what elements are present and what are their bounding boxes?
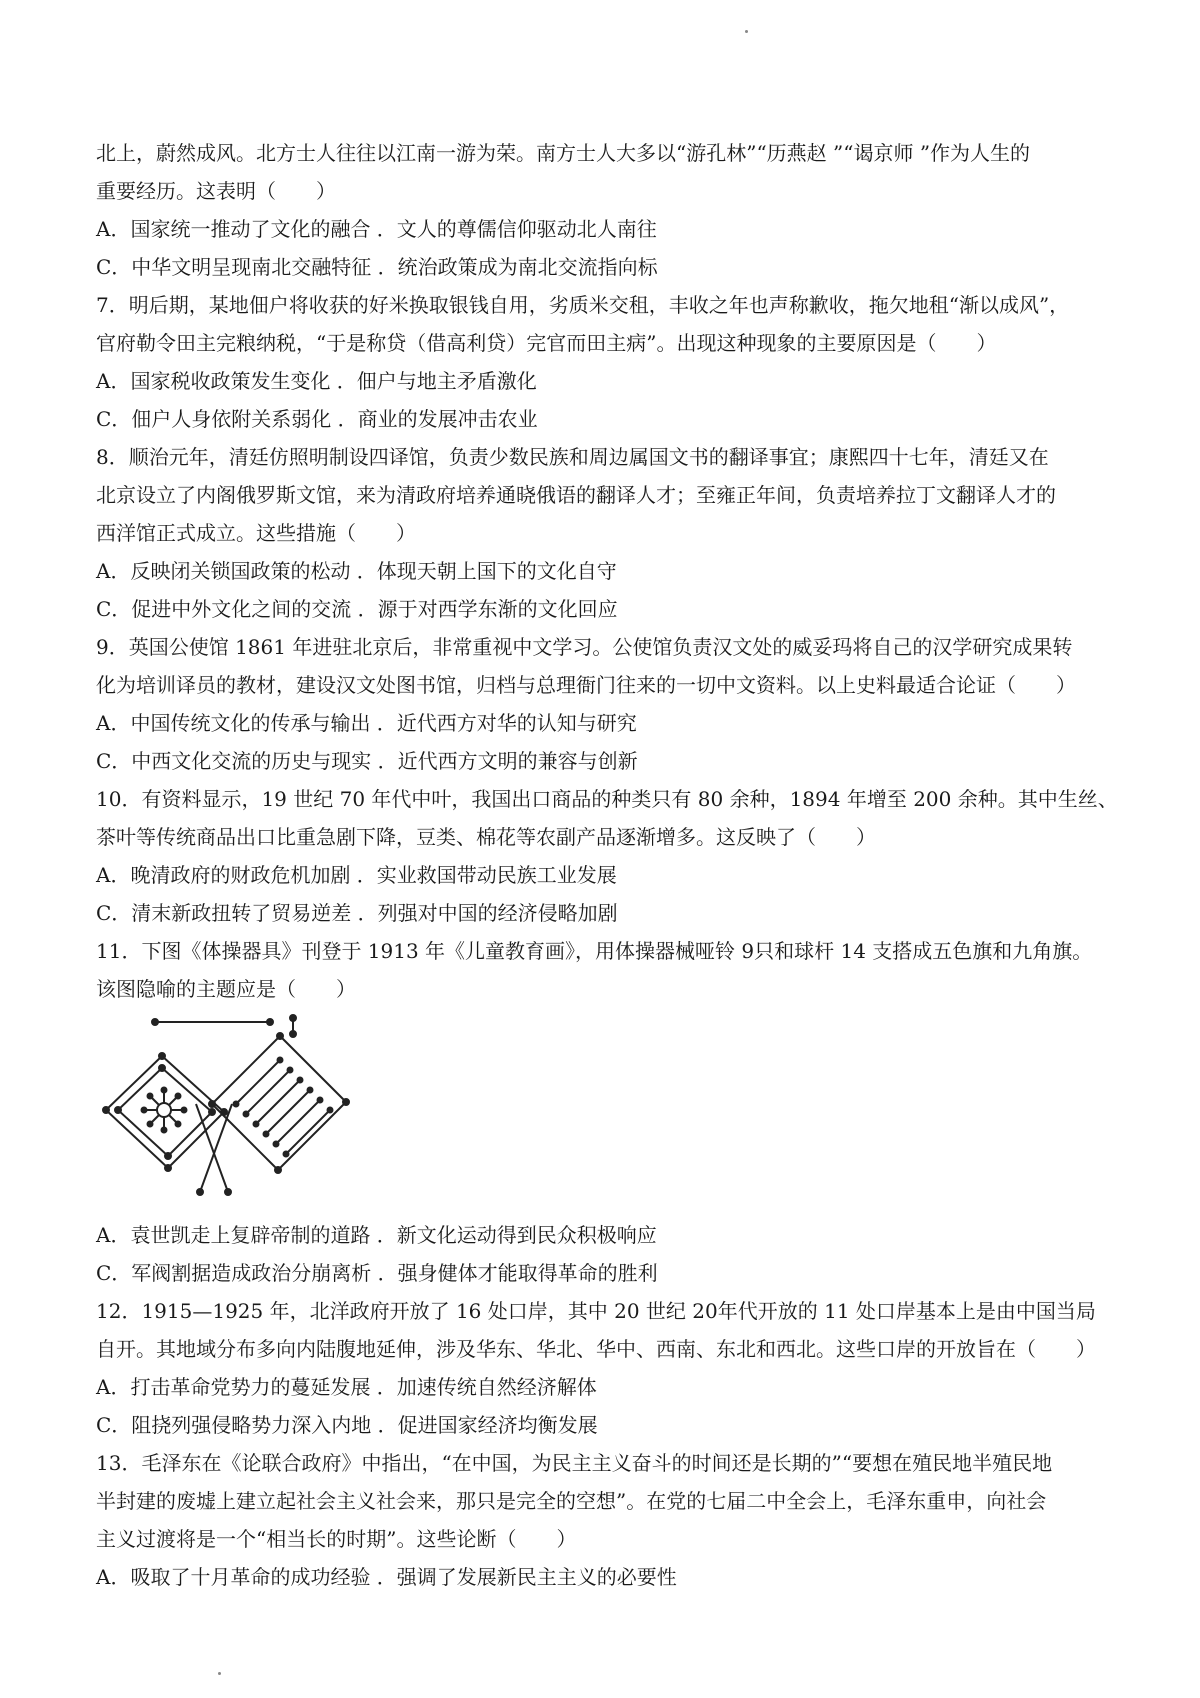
question-stem: 7．明后期，某地佃户将收获的好米换取银钱自用，劣质米交租，丰收之年也声称歉收，拖欠地租“渐以成风”， [96,293,1070,317]
question-stem: 该图隐喻的主题应是（ ） [96,977,356,1001]
question-stem: 茶叶等传统商品出口比重急剧下降，豆类、棉花等农副产品逐渐增多。这反映了（ ） [96,825,876,849]
options-c-d: C．中华文明呈现南北交融特征 ．统治政策成为南北交流指向标 [96,255,658,279]
question-11 [96,932,1126,1292]
question-stem: 主义过渡将是一个“相当长的时期”。这些论断（ ） [96,1527,577,1551]
scan-speck [745,30,748,33]
question-9 [96,628,1126,780]
options-a-b: A．中国传统文化的传承与输出 ．近代西方对华的认知与研究 [96,711,637,735]
options-c-d: C．阻挠列强侵略势力深入内地 ．促进国家经济均衡发展 [96,1413,598,1437]
question-stem: 重要经历。这表明（ ） [96,179,336,203]
question-6 [96,134,1126,286]
question-12 [96,1292,1126,1444]
question-stem: 半封建的废墟上建立起社会主义社会来，那只是完全的空想”。在党的七届二中全会上，毛泽东重申，向社会 [96,1489,1047,1513]
options-a-b: A．晚清政府的财政危机加剧 ．实业救国带动民族工业发展 [96,863,617,887]
question-stem: 西洋馆正式成立。这些措施（ ） [96,521,416,545]
options-a-b: A．袁世凯走上复辟帝制的道路 ．新文化运动得到民众积极响应 [96,1223,657,1247]
question-stem: 10．有资料显示，19 世纪 70 年代中叶，我国出口商品的种类只有 80 余种，1894 年增至 200 余种。其中生丝、 [96,787,1118,811]
options-a-b: A．国家统一推动了文化的融合 ．文人的尊儒信仰驱动北人南往 [96,217,657,241]
question-stem: 13．毛泽东在《论联合政府》中指出，“在中国，为民主主义奋斗的时间还是长期的”“要想在殖民地半殖民地 [96,1451,1053,1475]
options-a-b: A．国家税收政策发生变化 ．佃户与地主矛盾激化 [96,369,537,393]
question-stem: 官府勒令田主完粮纳税，“于是称贷（借高利贷）完官而田主病”。出现这种现象的主要原因是（ ） [96,331,997,355]
scan-speck [218,1672,221,1675]
gymnastics-apparatus-figure [100,1012,400,1212]
options-c-d: C．佃户人身依附关系弱化 ．商业的发展冲击农业 [96,407,538,431]
question-13 [96,1444,1126,1596]
options-c-d: C．促进中外文化之间的交流 ．源于对西学东渐的文化回应 [96,597,618,621]
options-a-b: A．反映闭关锁国政策的松动 ．体现天朝上国下的文化自守 [96,559,617,583]
question-stem: 北上，蔚然成风。北方士人往往以江南一游为荣。南方士人大多以“游孔林”“历燕赵 ”“谒京师 ”作为人生的 [96,141,1031,165]
question-stem: 化为培训译员的教材，建设汉文处图书馆，归档与总理衙门往来的一切中文资料。以上史料最适合论证（ ） [96,673,1076,697]
question-stem: 北京设立了内阁俄罗斯文馆，来为清政府培养通晓俄语的翻译人才；至雍正年间，负责培养拉丁文翻译人才的 [96,483,1056,507]
options-c-d: C．中西文化交流的历史与现实 ．近代西方文明的兼容与创新 [96,749,638,773]
question-stem: 8．顺治元年，清廷仿照明制设四译馆，负责少数民族和周边属国文书的翻译事宜；康熙四十七年，清廷又在 [96,445,1049,469]
question-stem: 9．英国公使馆 1861 年进驻北京后，非常重视中文学习。公使馆负责汉文处的威妥玛将自己的汉学研究成果转 [96,635,1073,659]
question-stem: 自开。其地域分布多向内陆腹地延伸，涉及华东、华北、华中、西南、东北和西北。这些口岸的开放旨在（ ） [96,1337,1096,1361]
question-list [96,134,1126,1596]
question-8 [96,438,1126,628]
question-10 [96,780,1126,932]
flags-drawing [100,1012,400,1212]
options-c-d: C．清末新政扭转了贸易逆差 ．列强对中国的经济侵略加剧 [96,901,618,925]
options-a-b: A．打击革命党势力的蔓延发展 ．加速传统自然经济解体 [96,1375,597,1399]
question-stem: 12．1915—1925 年，北洋政府开放了 16 处口岸，其中 20 世纪 20年代开放的 11 处口岸基本上是由中国当局 [96,1299,1096,1323]
options-a-b: A．吸取了十月革命的成功经验 ．强调了发展新民主主义的必要性 [96,1565,677,1589]
options-c-d: C．军阀割据造成政治分崩离析 ．强身健体才能取得革命的胜利 [96,1261,658,1285]
question-stem: 11．下图《体操器具》刊登于 1913 年《儿童教育画》，用体操器械哑铃 9只和球杆 14 支搭成五色旗和九角旗。 [96,939,1093,963]
question-7 [96,286,1126,438]
